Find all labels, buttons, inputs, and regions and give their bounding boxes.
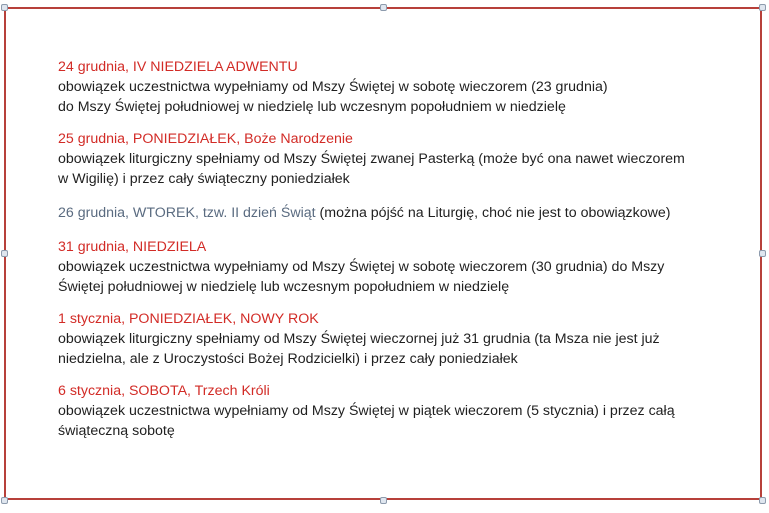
entry-line: w Wigilię) i przez cały świąteczny poniedziałek: [58, 171, 350, 187]
entry-line: do Mszy Świętej południowej w niedzielę lub wczesnym popołudniem w niedzielę: [58, 99, 566, 115]
entry-dec-24: [58, 57, 748, 117]
entry-line: świąteczną sobotę: [58, 423, 175, 439]
entry-jan-6: [58, 381, 748, 441]
entry-line: obowiązek uczestnictwa wypełniamy od Mszy Świętej w piątek wieczorem (5 stycznia) i przez całą: [58, 403, 675, 419]
entry-heading: 31 grudnia, NIEDZIELA: [58, 239, 207, 255]
entry-heading: 25 grudnia, PONIEDZIAŁEK, Boże Narodzenie: [58, 131, 353, 147]
entry-heading: 1 stycznia, PONIEDZIAŁEK, NOWY ROK: [58, 311, 319, 327]
resize-handle-middle-right[interactable]: [759, 250, 766, 257]
resize-handle-top-center[interactable]: [380, 4, 387, 11]
entry-dec-26: [58, 203, 748, 223]
entry-dec-31: [58, 237, 748, 297]
resize-handle-bottom-center[interactable]: [380, 497, 387, 504]
entry-line: obowiązek liturgiczny spełniamy od Mszy Świętej wieczornej już 31 grudnia (ta Msza nie jest już: [58, 331, 660, 347]
resize-handle-bottom-right[interactable]: [759, 497, 766, 504]
entry-note: (można pójść na Liturgię, choć nie jest to obowiązkowe): [315, 205, 671, 221]
entry-line: Świętej południowej w niedzielę lub wczesnym popołudniem w niedzielę: [58, 279, 510, 295]
entry-line: obowiązek uczestnictwa wypełniamy od Mszy Świętej w sobotę wieczorem (30 grudnia) do Mszy: [58, 259, 665, 275]
resize-handle-top-left[interactable]: [1, 4, 8, 11]
entry-line: obowiązek liturgiczny spełniamy od Mszy Świętej zwanej Pasterką (może być ona nawet wieczorem: [58, 151, 685, 167]
entry-heading: 26 grudnia, WTOREK, tzw. II dzień Świąt: [58, 205, 316, 221]
entry-line: niedzielna, ale z Uroczystości Bożej Rodzicielki) i przez cały poniedziałek: [58, 351, 518, 367]
entry-dec-25: [58, 129, 748, 189]
resize-handle-middle-left[interactable]: [1, 250, 8, 257]
resize-handle-bottom-left[interactable]: [1, 497, 8, 504]
entry-heading: 24 grudnia, IV NIEDZIELA ADWENTU: [58, 59, 298, 75]
entry-line: obowiązek uczestnictwa wypełniamy od Mszy Świętej w sobotę wieczorem (23 grudnia): [58, 79, 608, 95]
resize-handle-top-right[interactable]: [759, 4, 766, 11]
entry-jan-1: [58, 309, 748, 369]
document-text[interactable]: [58, 57, 748, 453]
entry-heading: 6 stycznia, SOBOTA, Trzech Króli: [58, 383, 270, 399]
